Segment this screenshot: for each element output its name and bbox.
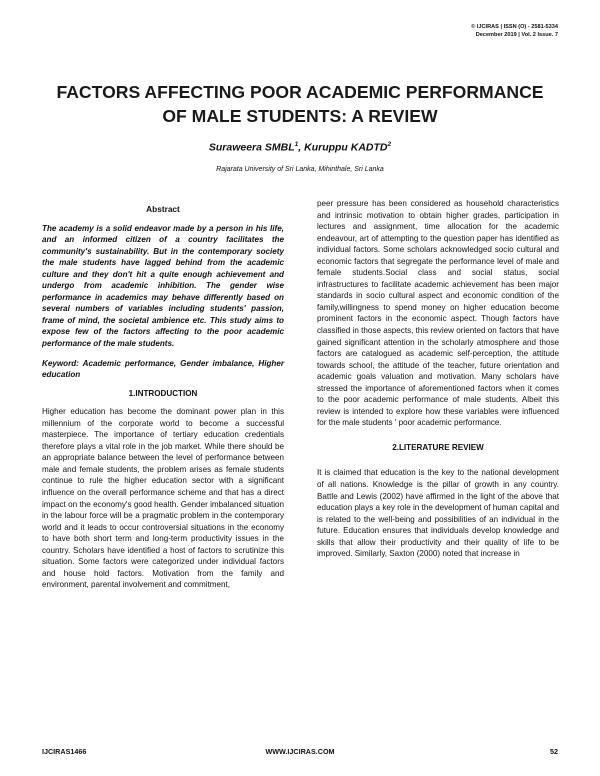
introduction-body: Higher education has become the dominant power plan in this millennium of the corporate world to become a successful masterpiece. The importance of tertiary education credentials therefore plays a vital role in the job market. While there should be an appropriate balance between the level of performance between male and female students, the problem arises as female students continue to rule the higher education sector with a significant influence on the overall performance scheme and that has a direct impact on the economy's good health. Gender imbalanced situation in the labour force will be a pragmatic problem in the contemporary world and it leads to occur controversial situations in the economy to have both short term and long-term productivity issues in the country. Scholars have identified a host of factors to scrutinize this situation. Some factors were categorized under individual factors and house hold factors. Motivation from the family and environment, parental involvement and commitment, — [42, 407, 284, 590]
journal-header-info — [471, 24, 558, 39]
abstract-heading: Abstract — [146, 204, 180, 214]
author-1-affiliation-mark: 1 — [294, 141, 299, 148]
journal-website: WWW.IJCIRAS.COM — [265, 747, 335, 756]
journal-issn: © IJCIRAS | ISSN (O) - 2581-5334 — [471, 24, 558, 30]
introduction-continuation: peer pressure has been considered as household characteristics and intrinsic motivation to obtain higher grades, participation in lectures and assignment, time allocation for the academic endeavour, art of attempting to the question paper has identified as individual factors. Some scholars acknowledged socio cultural and economic factors that segregate the performance level of male and female students.Social class and social status, social infrastructures to facilitate academic achievement has been major standards in socio cultural aspect and economic condition of the family,willingness to spend money on higher education become prominent factors in the economic aspect. Though factors have classified in those aspects, this review oriented on factors that have gained significant attention in the scholarly atmosphere and those factors are catalogued as academic self-perception, the attitude towards school, the attitude of the teacher, future orientation and academic goals valuation and motivation. Many scholars have stressed the importance of aforementioned factors when it comes to the poor academic performance of male students. Albeit this review is intended to explore how these variables were influenced for the male students ' poor academic performance. — [317, 199, 559, 428]
paper-id: IJCIRAS1466 — [42, 747, 87, 756]
literature-review-heading: 2.LITERATURE REVIEW — [392, 442, 484, 452]
page-number: 52 — [550, 747, 558, 756]
journal-issue: December 2019 | Vol. 2 Issue. 7 — [475, 31, 558, 38]
left-column — [42, 204, 284, 591]
keywords: Keyword: Academic performance, Gender imbalance, Higher education — [42, 358, 284, 380]
affiliation: Rajarata University of Sri Lanka, Mihinthale, Sri Lanka — [216, 166, 384, 173]
author-2: Kuruppu KADTD — [304, 141, 388, 154]
literature-review-body: It is claimed that education is the key to the national development of all nations. Knowledge is the pillar of growth in any country. Battle and Lewis (2002) have affirmed in the light of the above that education plays a key role in the development of human capital and is related to the well-being and possibilities of an individual in the future. Education ensures that individuals develop knowledge and skills that allow their productivity and their quality of life to be improved. Similarly, Saxton (2000) noted that increase in — [317, 468, 559, 559]
abstract-body: The academy is a solid endeavor made by a person in his life, and an informed citizen of a country facilitates the community's sustainability. But in the contemporary society the male students have lagged behind from the academic culture and they don't hit a quite enough achievement and undergo from academic inhibition. The gender wise performance in academics may behave differently based on several numbers of variables including students' passion, frame of mind, the societal ambience etc. This study aims to expose few of the factors affecting to the poor academic performance of the male students. — [42, 223, 284, 349]
author-list — [0, 141, 600, 154]
right-column — [317, 198, 559, 560]
author-2-affiliation-mark: 2 — [387, 141, 392, 148]
introduction-heading: 1.INTRODUCTION — [128, 388, 198, 398]
paper-title — [30, 80, 570, 128]
author-1: Suraweera SMBL — [208, 141, 295, 154]
paper-title-line-2: OF MALE STUDENTS: A REVIEW — [162, 106, 438, 126]
paper-title-line-1: FACTORS AFFECTING POOR ACADEMIC PERFORMANCE — [56, 82, 544, 102]
author-separator: , — [298, 141, 305, 154]
